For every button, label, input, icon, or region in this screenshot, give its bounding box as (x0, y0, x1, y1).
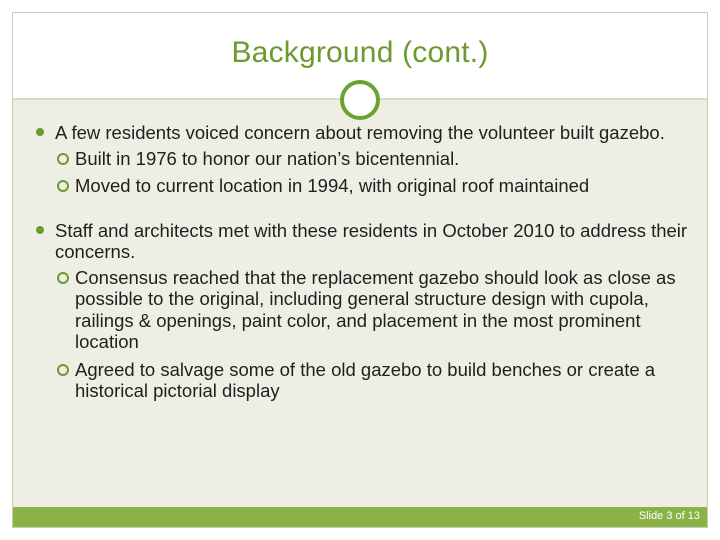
bullet-dot-icon (36, 128, 44, 136)
sub-bullet-text: Agreed to salvage some of the old gazebo to build benches or create a historical pictorial display (75, 358, 656, 401)
sub-bullet-text: Consensus reached that the replacement gazebo should look as close as possible to the original, including general structure design with cupola, railings & openings, paint color, and placement in the most prominent location (75, 266, 676, 352)
slide-number: Slide 3 of 13 (638, 510, 700, 522)
hollow-circle-bullet-icon (57, 153, 69, 165)
hollow-circle-bullet-icon (57, 272, 69, 284)
bullet-text: A few residents voiced concern about removing the volunteer built gazebo. (55, 122, 665, 143)
bullet-text: Staff and architects met with these residents in October 2010 to address their concerns. (55, 219, 688, 262)
hollow-circle-bullet-icon (57, 180, 69, 192)
bullet-item (32, 220, 692, 402)
slide-title: Background (cont.) (231, 36, 489, 69)
sub-bullet-item (55, 148, 692, 170)
sub-bullet-item (55, 267, 692, 353)
bullet-item (32, 122, 692, 197)
sub-bullet-item (55, 175, 692, 197)
sub-bullet-text: Moved to current location in 1994, with original roof maintained (75, 175, 590, 196)
hollow-circle-bullet-icon (57, 364, 69, 376)
bullet-dot-icon (36, 226, 44, 234)
sub-bullet-item (55, 359, 692, 402)
circle-ornament-icon (340, 80, 380, 120)
sub-bullet-text: Built in 1976 to honor our nation’s bicentennial. (75, 147, 460, 169)
footer-bar (13, 507, 707, 527)
bullet-list (32, 122, 692, 402)
